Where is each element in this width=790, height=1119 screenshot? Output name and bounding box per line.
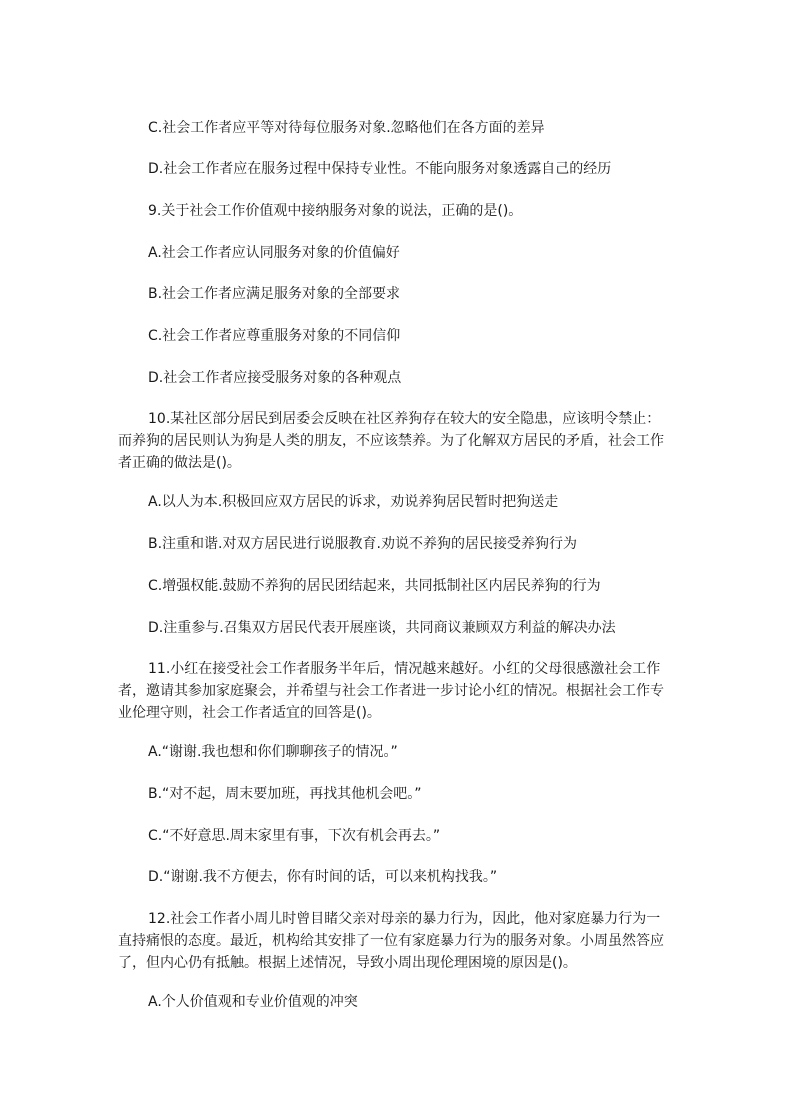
question-11-option-a: A.“谢谢.我也想和你们聊聊孩子的情况。” bbox=[148, 744, 398, 760]
question-9: 9.关于社会工作价值观中接纳服务对象的说法，正确的是()。 bbox=[148, 203, 523, 219]
question-11: 11.小红在接受社会工作者服务半年后，情况越来越好。小红的父母很感激社会工作者，邀请其参加家庭聚会，并希望与社会工作者进一步讨论小红的情况。根据社会工作专业伦理守则，社会工作者适宜的回答是()。 bbox=[118, 661, 664, 721]
question-10: 10.某社区部分居民到居委会反映在社区养狗存在较大的安全隐患，应该明令禁止：而养狗的居民则认为狗是人类的朋友，不应该禁养。为了化解双方居民的矛盾，社会工作者正确的做法是()。 bbox=[118, 411, 664, 471]
question-12: 12.社会工作者小周儿时曾目睹父亲对母亲的暴力行为，因此，他对家庭暴力行为一直持痛恨的态度。最近，机构给其安排了一位有家庭暴力行为的服务对象。小周虽然答应了，但内心仍有抵触。根据上述情况，导致小周出现伦理困境的原因是()。 bbox=[118, 911, 664, 971]
question-9-option-b: B.社会工作者应满足服务对象的全部要求 bbox=[148, 286, 401, 302]
question-11-option-b: B.“对不起，周末要加班，再找其他机会吧。” bbox=[148, 786, 422, 802]
question-9-option-c: C.社会工作者应尊重服务对象的不同信仰 bbox=[148, 328, 401, 344]
question-11-option-c: C.“不好意思.周末家里有事，下次有机会再去。” bbox=[148, 828, 441, 844]
question-10-option-d: D.注重参与.召集双方居民代表开展座谈，共同商议兼顾双方利益的解决办法 bbox=[148, 620, 616, 636]
question-9-option-d: D.社会工作者应接受服务对象的各种观点 bbox=[148, 370, 402, 386]
option-c-equal-treatment: C.社会工作者应平等对待每位服务对象.忽略他们在各方面的差异 bbox=[148, 120, 545, 136]
question-10-option-c: C.增强权能.鼓励不养狗的居民团结起来，共同抵制社区内居民养狗的行为 bbox=[148, 578, 601, 594]
question-12-option-a: A.个人价值观和专业价值观的冲突 bbox=[148, 994, 358, 1010]
question-11-option-d: D.“谢谢.我不方便去，你有时间的话，可以来机构找我。” bbox=[148, 869, 498, 885]
question-9-option-a: A.社会工作者应认同服务对象的价值偏好 bbox=[148, 245, 400, 261]
option-d-professionalism: D.社会工作者应在服务过程中保持专业性。不能向服务对象透露自己的经历 bbox=[148, 161, 612, 177]
question-10-option-b: B.注重和谐.对双方居民进行说服教育.劝说不养狗的居民接受养狗行为 bbox=[148, 536, 577, 552]
question-10-option-a: A.以人为本.积极回应双方居民的诉求，劝说养狗居民暂时把狗送走 bbox=[148, 494, 559, 510]
